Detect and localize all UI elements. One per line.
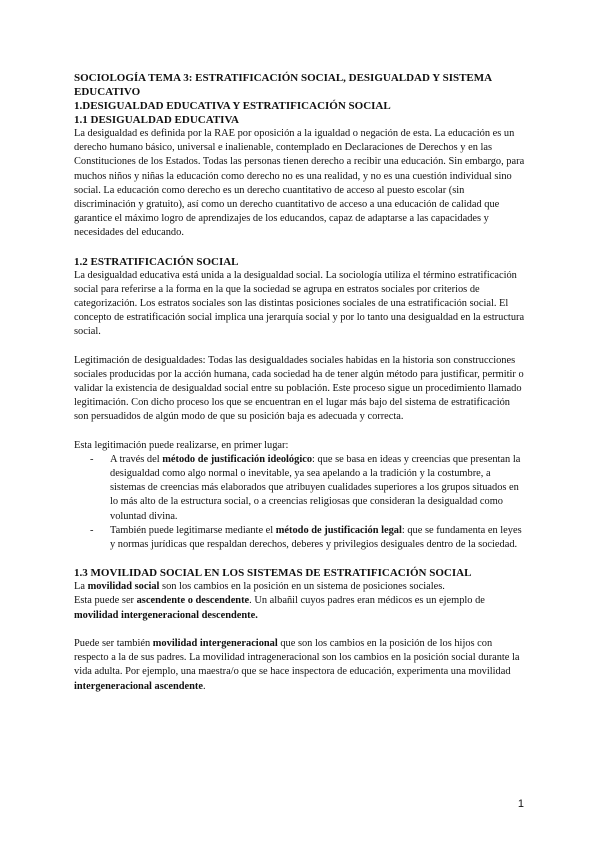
section-1-2-paragraph-2: Legitimación de desigualdades: Todas las desigualdades sociales habidas en la historia son construcciones sociales producidas por la acción humana, cada sociedad ha de tener algún método para justificar, permitir o validar la existencia de desigualdad social entre su población. Este proceso sigue un procedimiento llamado legitimación. Con dicho proceso los que se encuentran en el lugar más bajo del sistema de estratificación son persuadidos de algún modo de que su posición baja es adecuada y correcta.: [74, 354, 524, 423]
document-title: SOCIOLOGÍA TEMA 3: ESTRATIFICACIÓN SOCIAL, DESIGUALDAD Y SISTEMA EDUCATIVO: [74, 72, 492, 98]
document-body: [74, 72, 526, 694]
list-item-bold-term: método de justificación legal: [275, 524, 402, 536]
bold-term: movilidad intergeneracional descendente.: [74, 609, 258, 621]
page-number: 1: [517, 798, 524, 810]
list-item-text-post: : que se fundamenta en leyes y normas jurídicas que respaldan derechos, deberes y privilegios desiguales dentro de la sociedad.: [110, 524, 522, 551]
list-item: [74, 453, 526, 524]
bold-term: movilidad intergeneracional: [152, 637, 278, 649]
text-run: que son los cambios en la posición de los hijos con respecto a la de sus padres. La movilidad intrageneracional son los cambios en la posición social durante la vida adulta. Por ejemplo, una maestra/o que se hace inspectora de educación, experimenta una movilidad: [74, 637, 520, 678]
section-1-3-paragraph-2: [74, 637, 526, 694]
list-item-bold-term: método de justificación ideológico: [162, 453, 313, 465]
text-run: La: [74, 581, 88, 593]
bold-term: movilidad social: [87, 581, 160, 593]
section-1-1-paragraph: La desigualdad es definida por la RAE por oposición a la igualdad o negación de esta. La educación es un derecho humano básico, universal e inalienable, contemplado en Declaraciones de Derechos y en las Constituciones de los Estados. Todas las personas tienen derecho a recibir una educación. Sin embargo, para muchos niños y niñas la educación como derecho no es una realidad, y no es una cuestión individual sino social. La educación como derecho es un derecho cuantitativo de acceso al puesto escolar (sin discriminación y gratuito), así como un derecho cuantitativo de acceso a una educación de calidad que garantice el máximo logro de aprendizajes de los educandos, capaz de adaptarse a las capacidades y necesidades del educando.: [74, 128, 525, 239]
text-run: Esta puede ser: [74, 595, 137, 607]
list-item: [74, 524, 526, 552]
section-1-heading: 1.DESIGUALDAD EDUCATIVA Y ESTRATIFICACIÓN SOCIAL: [74, 100, 391, 112]
list-item-text-pre: A través del: [110, 453, 163, 465]
text-run: . Un albañil cuyos padres eran médicos es un ejemplo de: [249, 595, 485, 607]
section-1-2-paragraph-3: Esta legitimación puede realizarse, en primer lugar:: [74, 439, 289, 451]
text-run: son los cambios en la posición en un sistema de posiciones sociales.: [159, 581, 445, 593]
bold-term: intergeneracional ascendente: [74, 680, 203, 692]
list-item-text-pre: También puede legitimarse mediante el: [110, 524, 276, 536]
dash-bullet: -: [90, 524, 94, 536]
text-run: .: [203, 680, 206, 692]
bold-term: ascendente o descendente: [136, 595, 250, 607]
text-run: Puede ser también: [74, 637, 153, 649]
section-1-3-line-1: [74, 580, 526, 594]
section-1-3-line-2: [74, 594, 526, 622]
section-1-2-heading: 1.2 ESTRATIFICACIÓN SOCIAL: [74, 255, 239, 268]
section-1-1-heading: 1.1 DESIGUALDAD EDUCATIVA: [74, 114, 239, 126]
list-item-text-post: : que se basa en ideas y creencias que presentan la desigualdad como algo normal o inevitable, ya sea apelando a la tradición y la costumbre, a sistemas de creencias más elaborados que atribuyen cualidades superiores a los grupos situados en lo más alto de la estructura social, o a creencias religiosas que consideran la desigualdad como voluntad divina.: [110, 453, 521, 522]
section-1-2-paragraph-1: La desigualdad educativa está unida a la desigualdad social. La sociología utiliza el término estratificación social para referirse a la forma en la que la sociedad se agrupa en estratos sociales por criterios de categorización. Los estratos sociales son las distintas posiciones sociales de una estratificación social. El concepto de estratificación social implica una jerarquía social y por lo tanto una desigualdad en la estructura social.: [74, 269, 525, 338]
section-1-3-heading: 1.3 MOVILIDAD SOCIAL EN LOS SISTEMAS DE ESTRATIFICACIÓN SOCIAL: [74, 567, 472, 580]
legitimation-list: [74, 453, 526, 552]
dash-bullet: -: [90, 453, 94, 465]
